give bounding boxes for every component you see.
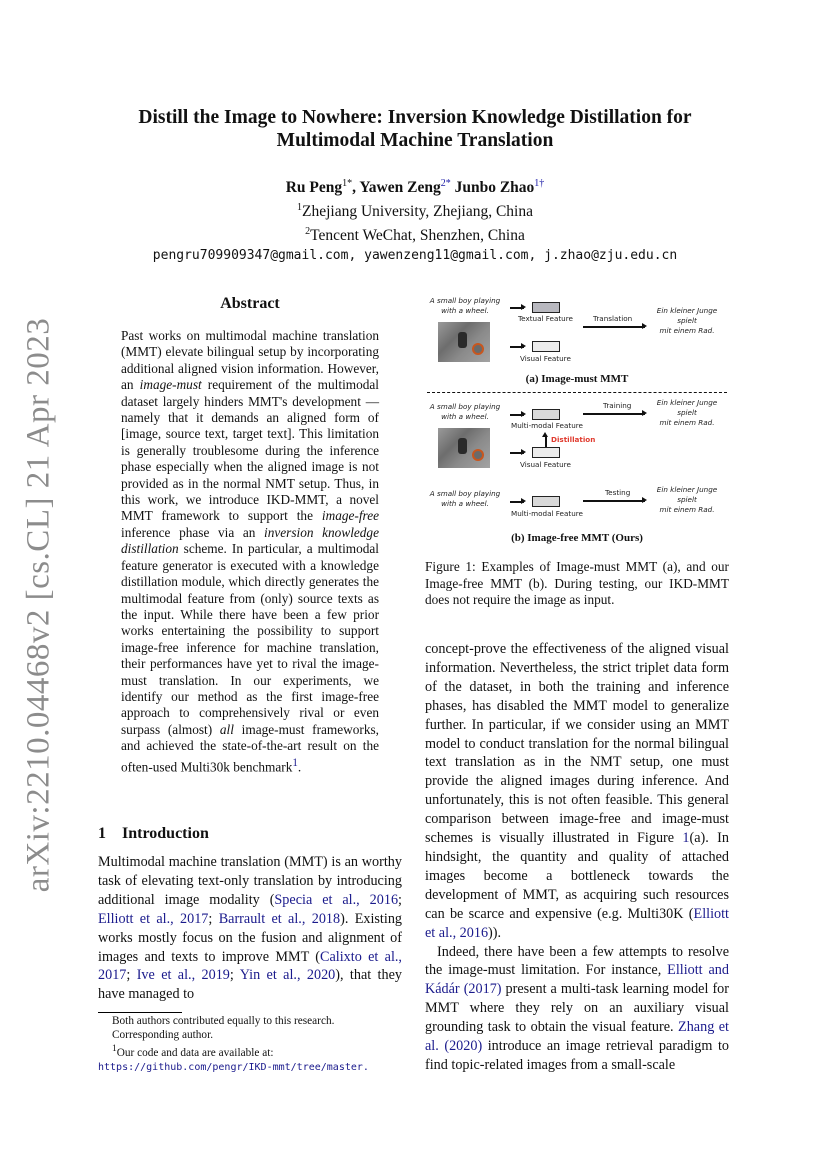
author-emails: pengru709909347@gmail.com, yawenzeng11@gmail.com, j.zhao@zju.edu.cn (152, 248, 678, 264)
author-3-sup: 1† (534, 178, 545, 189)
author-3: Junbo Zhao (454, 179, 535, 197)
author-1-sup: 1* (342, 178, 353, 189)
subcaption-a: (a) Image-must MMT (525, 373, 629, 385)
footnotes (98, 1014, 408, 1075)
arrow-icon (510, 501, 524, 503)
target-line-3: mit einem Rad. (659, 418, 715, 427)
citation-link[interactable]: Zhang et al. (425, 1019, 729, 1055)
target-sentence-b (647, 398, 727, 428)
body-text: ). Existing works mostly focus on the fusion and alignment of images and texts to improve MMT ( (98, 910, 403, 965)
aff1-sup: 1 (296, 202, 302, 214)
arxiv-stamp (18, 317, 60, 893)
visual-feature-box (532, 341, 560, 352)
abstract-body (121, 328, 379, 775)
abstract-emph: image-must (139, 377, 202, 393)
training-label: Training (603, 401, 632, 410)
footnote-link[interactable]: 1 (292, 756, 298, 769)
target-line-1: Ein kleiner Junge (656, 485, 718, 494)
section-number: 1 (98, 825, 106, 842)
body-text: ; (398, 891, 402, 908)
title-line-1: Distill the Image to Nowhere: Inversion Knowledge Distillation for (138, 107, 692, 128)
citation-link[interactable]: Elliott et al., 2016 (425, 905, 729, 941)
footnote-1: Both authors contributed equally to this research. (112, 1015, 335, 1027)
multimodal-feature-box (532, 496, 560, 507)
citation-year-link[interactable]: (2020) (444, 1038, 483, 1055)
translation-label: Translation (593, 314, 633, 323)
multimodal-feature-box (532, 409, 560, 420)
body-text: ; (126, 967, 137, 984)
abstract-text: Past works on multimodal machine translation (MMT) elevate bilingual setup by incorporating additional aligned vision information. However, an (121, 328, 379, 393)
source-line-1: A small boy playing (429, 489, 501, 498)
abstract-text: . (297, 758, 302, 774)
intro-paragraph (98, 853, 402, 1004)
distillation-text: Distillation (551, 435, 596, 444)
affiliation-1 (100, 198, 730, 222)
target-line-2: spielt (677, 316, 697, 325)
source-line-2: with a wheel. (441, 412, 489, 421)
source-line-1: A small boy playing (429, 296, 501, 305)
arrow-icon (510, 346, 524, 348)
footnote-3-sup: 1 (112, 1044, 117, 1054)
abstract-heading: Abstract (220, 295, 280, 312)
abstract-text: requirement of the multimodal dataset largely hinders MMT's development — namely that it demands an aligned form of [image, source text, target text]. This limitation is generally troublesome during the inference phase especially when the aligned image is not provided as in the normal NMT setup. Thus, in this work, we introduce IKD-MMT, a novel MMT framework to support the (121, 377, 379, 524)
source-sentence-a (425, 296, 505, 316)
figure-caption: Figure 1: Examples of Image-must MMT (a), and our Image-free MMT (b). During testing, our IKD-MMT does not require the image as input. (425, 559, 729, 608)
author-1: Ru Peng (285, 179, 343, 197)
body-text: )). (488, 924, 502, 941)
arrow-icon (510, 414, 524, 416)
body-text: ), that they have managed to (98, 967, 402, 1003)
body-text: (a). In hindsight, the quantity and quality of attached images become a bottleneck towards the development of MMT, as acquiring such resources can be scarce and expensive (e.g. Multi30K ( (425, 830, 729, 922)
aff2-text: Tencent WeChat, Shenzhen, China (310, 227, 525, 245)
title-line-2: Multimodal Machine Translation (276, 130, 554, 151)
arrow-icon (583, 413, 645, 415)
figure-divider (427, 392, 727, 393)
citation-link[interactable]: Barrault et al., 2018 (218, 910, 341, 927)
abstract-emph: image-free (321, 508, 379, 524)
abstract-emph: all (219, 721, 234, 737)
textual-feature-box (532, 302, 560, 313)
abstract-text: inference phase via an (121, 524, 265, 540)
up-arrow-icon (545, 436, 547, 447)
aff2-sup: 2 (305, 226, 311, 238)
arxiv-stamp-text: arXiv:2210.04468v2 [cs.CL] 21 Apr 2023 (20, 317, 57, 893)
citation-link[interactable]: Calixto et al., 2017 (98, 948, 402, 984)
body-text: introduce an image retrieval paradigm to find topic-related images from a small-scale (425, 1038, 730, 1073)
visual-feature-label: Visual Feature (520, 460, 571, 469)
multimodal-feature-label: Multi-modal Feature (511, 421, 583, 430)
target-line-3: mit einem Rad. (659, 326, 715, 335)
body-text: Multimodal machine translation (MMT) is an worthy task of elevating text-only translation by introducing additional image modality ( (98, 854, 402, 908)
body-text: ; (208, 910, 219, 927)
textual-feature-label: Textual Feature (518, 314, 573, 323)
aff1-text: Zhejiang University, Zhejiang, China (301, 203, 533, 221)
author-names: Ru Peng$^{1*}$, Yawen Zeng$^{2*}$ Junbo Zhao$^{1\dagger}$ (285, 178, 545, 197)
author-2: Yawen Zeng (359, 179, 441, 197)
body-text: Indeed, there have been a few attempts to resolve the image-must limitation. For instance, (425, 943, 729, 979)
citation-year-link[interactable]: (2017) (463, 981, 502, 998)
target-line-2: spielt (677, 495, 697, 504)
body-text: ; (229, 967, 240, 984)
citation-link[interactable]: Ive et al., 2019 (136, 967, 230, 984)
footnote-3 (98, 1042, 408, 1075)
code-url-link[interactable]: https://github.com/pengr/IKD-mmt/tree/master. (98, 1061, 369, 1073)
footnote-rule (98, 1012, 182, 1013)
multimodal-feature-label: Multi-modal Feature (511, 509, 583, 518)
affiliation-2 (100, 222, 730, 246)
subcaption-b: (b) Image-free MMT (Ours) (511, 532, 643, 544)
right-column-text (425, 640, 729, 1075)
paper-title (100, 106, 730, 152)
target-line-1: Ein kleiner Junge (656, 398, 718, 407)
arrow-icon (510, 452, 524, 454)
section-title: Introduction (122, 825, 209, 842)
source-line-2: with a wheel. (441, 306, 489, 315)
abstract-text: image-must frameworks, and achieved the state-of-the-art result on the often-used Multi30k benchmark (121, 721, 379, 774)
citation-link[interactable]: Specia et al., 2016 (274, 891, 399, 908)
distillation-label (551, 435, 595, 444)
section-heading (98, 825, 209, 843)
target-sentence-a (647, 306, 727, 336)
source-line-1: A small boy playing (429, 402, 501, 411)
arrow-icon (583, 326, 645, 328)
citation-link[interactable]: Elliott et al., 2017 (98, 910, 209, 927)
source-sentence-b (425, 402, 505, 422)
footnote-2: Corresponding author. (112, 1029, 214, 1041)
visual-feature-box (532, 447, 560, 458)
citation-link[interactable]: Elliott and Kádár (425, 962, 729, 998)
footnote-3-text: Our code and data are available at: (116, 1046, 274, 1059)
figure-ref-link[interactable]: 1 (682, 830, 690, 847)
author-block (100, 174, 730, 266)
abstract-emph: inversion knowledge distillation (121, 524, 379, 557)
arrow-icon (583, 500, 645, 502)
testing-label: Testing (605, 488, 631, 497)
body-text: concept-prove the effectiveness of the aligned visual information. Nevertheless, the strict triplet data form of the dataset, in both the training and inference phases, has disabled the MMT model to generalize further. In particular, if we consider using an MMT model to conduct translation for the normal bilingual text translation as in the NMT setup, one must provide the aligned images during inference. And unfortunately, this is not often feasible. This general comparison between image-free and image-must schemes is visually illustrated in Figure (425, 641, 729, 847)
source-sentence-c (425, 489, 505, 509)
author-2-sup: 2* (440, 178, 451, 189)
citation-link[interactable]: Yin et al., 2020 (239, 967, 336, 984)
visual-feature-label: Visual Feature (520, 354, 571, 363)
target-line-2: spielt (677, 408, 697, 417)
target-line-1: Ein kleiner Junge (656, 306, 718, 315)
body-text: present a multi-task learning model for MMT where they rely on an auxiliary visual grounding task to obtain the visual feature. (425, 981, 729, 1036)
target-line-3: mit einem Rad. (659, 505, 715, 514)
example-image-b (438, 428, 490, 468)
arrow-icon (510, 307, 524, 309)
abstract-text: scheme. In particular, a multimodal feature generator is executed with a knowledge distillation module, which directly generates the multimodal feature from (only) source texts as the input. While there have been a few prior works entertaining the possibility to support image-free inference for machine translation, their performances have yet to rival the image-must translation. In our experiments, we identify our method as the first image-free approach to comprehensively rival or even surpass (almost) (121, 541, 379, 737)
example-image-a (438, 322, 490, 362)
target-sentence-c (647, 485, 727, 515)
figure-1 (425, 292, 729, 552)
source-line-2: with a wheel. (441, 499, 489, 508)
